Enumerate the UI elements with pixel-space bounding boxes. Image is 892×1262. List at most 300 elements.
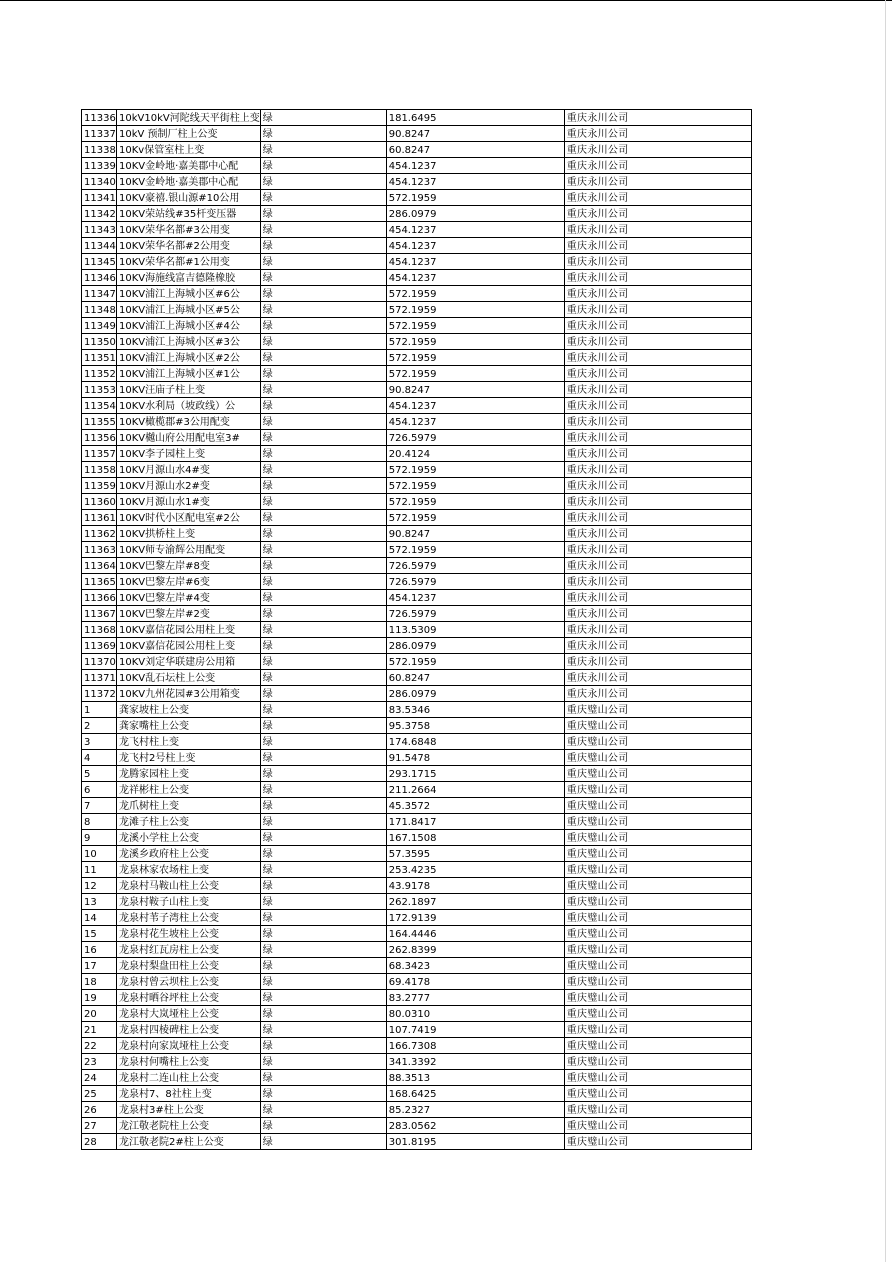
transformer-name-cell[interactable]: 龙江敬老院柱上公变	[117, 1118, 261, 1134]
row-id-cell[interactable]: 12	[82, 878, 117, 894]
company-cell[interactable]: 重庆永川公司	[564, 366, 751, 382]
rating-cell[interactable]: 绿	[260, 574, 386, 590]
company-cell[interactable]: 重庆璧山公司	[564, 1086, 751, 1102]
value-cell[interactable]: 83.2777	[386, 990, 564, 1006]
value-cell[interactable]: 113.5309	[386, 622, 564, 638]
value-cell[interactable]: 572.1959	[386, 510, 564, 526]
company-cell[interactable]: 重庆永川公司	[564, 158, 751, 174]
rating-cell[interactable]: 绿	[260, 686, 386, 702]
company-cell[interactable]: 重庆永川公司	[564, 382, 751, 398]
rating-cell[interactable]: 绿	[260, 254, 386, 270]
rating-cell[interactable]: 绿	[260, 894, 386, 910]
transformer-name-cell[interactable]: 龙泉村曾云坝柱上公变	[117, 974, 261, 990]
rating-cell[interactable]: 绿	[260, 542, 386, 558]
transformer-name-cell[interactable]: 10KV巴黎左岸#8变	[117, 558, 261, 574]
transformer-name-cell[interactable]: 龙泉村向家岚垭柱上公变	[117, 1038, 261, 1054]
company-cell[interactable]: 重庆永川公司	[564, 446, 751, 462]
transformer-name-cell[interactable]: 10KV刘定华联建房公用箱	[117, 654, 261, 670]
row-id-cell[interactable]: 11370	[82, 654, 117, 670]
value-cell[interactable]: 293.1715	[386, 766, 564, 782]
rating-cell[interactable]: 绿	[260, 430, 386, 446]
row-id-cell[interactable]: 11337	[82, 126, 117, 142]
transformer-name-cell[interactable]: 龙泉村红瓦房柱上公变	[117, 942, 261, 958]
transformer-name-cell[interactable]: 10KV海施线富吉德隆橡胶	[117, 270, 261, 286]
company-cell[interactable]: 重庆永川公司	[564, 510, 751, 526]
value-cell[interactable]: 69.4178	[386, 974, 564, 990]
rating-cell[interactable]: 绿	[260, 590, 386, 606]
rating-cell[interactable]: 绿	[260, 558, 386, 574]
rating-cell[interactable]: 绿	[260, 766, 386, 782]
company-cell[interactable]: 重庆璧山公司	[564, 830, 751, 846]
row-id-cell[interactable]: 11357	[82, 446, 117, 462]
value-cell[interactable]: 211.2664	[386, 782, 564, 798]
row-id-cell[interactable]: 23	[82, 1054, 117, 1070]
value-cell[interactable]: 572.1959	[386, 302, 564, 318]
company-cell[interactable]: 重庆永川公司	[564, 670, 751, 686]
rating-cell[interactable]: 绿	[260, 798, 386, 814]
row-id-cell[interactable]: 11356	[82, 430, 117, 446]
transformer-name-cell[interactable]: 10KV月源山水1#变	[117, 494, 261, 510]
company-cell[interactable]: 重庆永川公司	[564, 622, 751, 638]
rating-cell[interactable]: 绿	[260, 190, 386, 206]
value-cell[interactable]: 107.7419	[386, 1022, 564, 1038]
company-cell[interactable]: 重庆永川公司	[564, 254, 751, 270]
transformer-name-cell[interactable]: 10KV拱桥柱上变	[117, 526, 261, 542]
rating-cell[interactable]: 绿	[260, 270, 386, 286]
value-cell[interactable]: 174.6848	[386, 734, 564, 750]
row-id-cell[interactable]: 11360	[82, 494, 117, 510]
rating-cell[interactable]: 绿	[260, 350, 386, 366]
row-id-cell[interactable]: 11345	[82, 254, 117, 270]
rating-cell[interactable]: 绿	[260, 382, 386, 398]
company-cell[interactable]: 重庆璧山公司	[564, 958, 751, 974]
row-id-cell[interactable]: 11341	[82, 190, 117, 206]
value-cell[interactable]: 88.3513	[386, 1070, 564, 1086]
row-id-cell[interactable]: 27	[82, 1118, 117, 1134]
rating-cell[interactable]: 绿	[260, 606, 386, 622]
transformer-name-cell[interactable]: 10KV豪禧.银山源#10公用	[117, 190, 261, 206]
transformer-name-cell[interactable]: 10KV九州花园#3公用箱变	[117, 686, 261, 702]
value-cell[interactable]: 90.8247	[386, 526, 564, 542]
transformer-name-cell[interactable]: 10Kv保管室柱上变	[117, 142, 261, 158]
company-cell[interactable]: 重庆璧山公司	[564, 1054, 751, 1070]
row-id-cell[interactable]: 11340	[82, 174, 117, 190]
transformer-name-cell[interactable]: 10KV月源山水2#变	[117, 478, 261, 494]
transformer-name-cell[interactable]: 10KV嘉信花园公用柱上变	[117, 622, 261, 638]
row-id-cell[interactable]: 1	[82, 702, 117, 718]
row-id-cell[interactable]: 11343	[82, 222, 117, 238]
rating-cell[interactable]: 绿	[260, 462, 386, 478]
rating-cell[interactable]: 绿	[260, 366, 386, 382]
company-cell[interactable]: 重庆永川公司	[564, 590, 751, 606]
value-cell[interactable]: 726.5979	[386, 558, 564, 574]
rating-cell[interactable]: 绿	[260, 1006, 386, 1022]
rating-cell[interactable]: 绿	[260, 734, 386, 750]
transformer-name-cell[interactable]: 龙泉林家农场柱上变	[117, 862, 261, 878]
rating-cell[interactable]: 绿	[260, 830, 386, 846]
company-cell[interactable]: 重庆永川公司	[564, 222, 751, 238]
company-cell[interactable]: 重庆璧山公司	[564, 798, 751, 814]
company-cell[interactable]: 重庆永川公司	[564, 142, 751, 158]
company-cell[interactable]: 重庆永川公司	[564, 494, 751, 510]
row-id-cell[interactable]: 9	[82, 830, 117, 846]
row-id-cell[interactable]: 11344	[82, 238, 117, 254]
value-cell[interactable]: 341.3392	[386, 1054, 564, 1070]
value-cell[interactable]: 572.1959	[386, 654, 564, 670]
transformer-name-cell[interactable]: 龙溪乡政府柱上公变	[117, 846, 261, 862]
transformer-name-cell[interactable]: 龙泉村7、8社柱上变	[117, 1086, 261, 1102]
rating-cell[interactable]: 绿	[260, 334, 386, 350]
row-id-cell[interactable]: 19	[82, 990, 117, 1006]
rating-cell[interactable]: 绿	[260, 414, 386, 430]
company-cell[interactable]: 重庆永川公司	[564, 558, 751, 574]
transformer-name-cell[interactable]: 龙泉村晒谷坪柱上公变	[117, 990, 261, 1006]
value-cell[interactable]: 167.1508	[386, 830, 564, 846]
row-id-cell[interactable]: 11353	[82, 382, 117, 398]
value-cell[interactable]: 572.1959	[386, 350, 564, 366]
rating-cell[interactable]: 绿	[260, 238, 386, 254]
value-cell[interactable]: 253.4235	[386, 862, 564, 878]
value-cell[interactable]: 454.1237	[386, 398, 564, 414]
company-cell[interactable]: 重庆璧山公司	[564, 942, 751, 958]
value-cell[interactable]: 90.8247	[386, 126, 564, 142]
company-cell[interactable]: 重庆璧山公司	[564, 782, 751, 798]
row-id-cell[interactable]: 10	[82, 846, 117, 862]
company-cell[interactable]: 重庆永川公司	[564, 318, 751, 334]
company-cell[interactable]: 重庆璧山公司	[564, 734, 751, 750]
rating-cell[interactable]: 绿	[260, 670, 386, 686]
company-cell[interactable]: 重庆永川公司	[564, 126, 751, 142]
transformer-name-cell[interactable]: 龙爪树柱上变	[117, 798, 261, 814]
rating-cell[interactable]: 绿	[260, 974, 386, 990]
rating-cell[interactable]: 绿	[260, 1054, 386, 1070]
transformer-name-cell[interactable]: 10KV李子园柱上变	[117, 446, 261, 462]
row-id-cell[interactable]: 11352	[82, 366, 117, 382]
row-id-cell[interactable]: 11339	[82, 158, 117, 174]
value-cell[interactable]: 68.3423	[386, 958, 564, 974]
transformer-name-cell[interactable]: 10KV巴黎左岸#6变	[117, 574, 261, 590]
row-id-cell[interactable]: 11342	[82, 206, 117, 222]
row-id-cell[interactable]: 3	[82, 734, 117, 750]
transformer-name-cell[interactable]: 10KV时代小区配电室#2公	[117, 510, 261, 526]
row-id-cell[interactable]: 11355	[82, 414, 117, 430]
company-cell[interactable]: 重庆永川公司	[564, 542, 751, 558]
value-cell[interactable]: 95.3758	[386, 718, 564, 734]
company-cell[interactable]: 重庆永川公司	[564, 190, 751, 206]
rating-cell[interactable]: 绿	[260, 158, 386, 174]
row-id-cell[interactable]: 11350	[82, 334, 117, 350]
company-cell[interactable]: 重庆璧山公司	[564, 766, 751, 782]
value-cell[interactable]: 454.1237	[386, 174, 564, 190]
rating-cell[interactable]: 绿	[260, 494, 386, 510]
rating-cell[interactable]: 绿	[260, 638, 386, 654]
value-cell[interactable]: 454.1237	[386, 590, 564, 606]
row-id-cell[interactable]: 11369	[82, 638, 117, 654]
row-id-cell[interactable]: 11349	[82, 318, 117, 334]
company-cell[interactable]: 重庆永川公司	[564, 302, 751, 318]
row-id-cell[interactable]: 5	[82, 766, 117, 782]
rating-cell[interactable]: 绿	[260, 446, 386, 462]
value-cell[interactable]: 20.4124	[386, 446, 564, 462]
company-cell[interactable]: 重庆璧山公司	[564, 878, 751, 894]
company-cell[interactable]: 重庆璧山公司	[564, 750, 751, 766]
value-cell[interactable]: 572.1959	[386, 318, 564, 334]
value-cell[interactable]: 454.1237	[386, 254, 564, 270]
row-id-cell[interactable]: 11364	[82, 558, 117, 574]
value-cell[interactable]: 262.8399	[386, 942, 564, 958]
value-cell[interactable]: 726.5979	[386, 574, 564, 590]
value-cell[interactable]: 572.1959	[386, 542, 564, 558]
rating-cell[interactable]: 绿	[260, 1102, 386, 1118]
transformer-name-cell[interactable]: 龙泉村四棱碑柱上公变	[117, 1022, 261, 1038]
value-cell[interactable]: 45.3572	[386, 798, 564, 814]
transformer-name-cell[interactable]: 龙飞村2号柱上变	[117, 750, 261, 766]
row-id-cell[interactable]: 15	[82, 926, 117, 942]
transformer-name-cell[interactable]: 龙飞村柱上变	[117, 734, 261, 750]
value-cell[interactable]: 172.9139	[386, 910, 564, 926]
row-id-cell[interactable]: 11367	[82, 606, 117, 622]
row-id-cell[interactable]: 16	[82, 942, 117, 958]
value-cell[interactable]: 91.5478	[386, 750, 564, 766]
company-cell[interactable]: 重庆璧山公司	[564, 910, 751, 926]
row-id-cell[interactable]: 11346	[82, 270, 117, 286]
company-cell[interactable]: 重庆璧山公司	[564, 990, 751, 1006]
rating-cell[interactable]: 绿	[260, 510, 386, 526]
company-cell[interactable]: 重庆璧山公司	[564, 1102, 751, 1118]
rating-cell[interactable]: 绿	[260, 846, 386, 862]
transformer-name-cell[interactable]: 龚家坡柱上公变	[117, 702, 261, 718]
transformer-name-cell[interactable]: 10KV汪庙子柱上变	[117, 382, 261, 398]
rating-cell[interactable]: 绿	[260, 142, 386, 158]
rating-cell[interactable]: 绿	[260, 398, 386, 414]
transformer-name-cell[interactable]: 龙泉村马鞍山柱上公变	[117, 878, 261, 894]
company-cell[interactable]: 重庆璧山公司	[564, 1022, 751, 1038]
company-cell[interactable]: 重庆永川公司	[564, 414, 751, 430]
rating-cell[interactable]: 绿	[260, 878, 386, 894]
transformer-name-cell[interactable]: 龙泉村3#柱上公变	[117, 1102, 261, 1118]
transformer-name-cell[interactable]: 10KV浦江上海城小区#1公	[117, 366, 261, 382]
company-cell[interactable]: 重庆永川公司	[564, 350, 751, 366]
company-cell[interactable]: 重庆璧山公司	[564, 702, 751, 718]
transformer-name-cell[interactable]: 10KV荣华名都#1公用变	[117, 254, 261, 270]
transformer-name-cell[interactable]: 龙泉村二连山柱上公变	[117, 1070, 261, 1086]
rating-cell[interactable]: 绿	[260, 718, 386, 734]
rating-cell[interactable]: 绿	[260, 862, 386, 878]
rating-cell[interactable]: 绿	[260, 302, 386, 318]
value-cell[interactable]: 286.0979	[386, 686, 564, 702]
transformer-name-cell[interactable]: 10KV浦江上海城小区#5公	[117, 302, 261, 318]
row-id-cell[interactable]: 28	[82, 1134, 117, 1150]
transformer-name-cell[interactable]: 10KV金岭地·嘉美郡中心配	[117, 158, 261, 174]
transformer-name-cell[interactable]: 龙泉村何嘴柱上公变	[117, 1054, 261, 1070]
transformer-name-cell[interactable]: 10KV乱石坛柱上公变	[117, 670, 261, 686]
rating-cell[interactable]: 绿	[260, 1118, 386, 1134]
company-cell[interactable]: 重庆璧山公司	[564, 926, 751, 942]
transformer-name-cell[interactable]: 10KV巴黎左岸#2变	[117, 606, 261, 622]
transformer-name-cell[interactable]: 龙泉村鞍子山柱上变	[117, 894, 261, 910]
company-cell[interactable]: 重庆璧山公司	[564, 1134, 751, 1150]
value-cell[interactable]: 301.8195	[386, 1134, 564, 1150]
company-cell[interactable]: 重庆璧山公司	[564, 1118, 751, 1134]
transformer-name-cell[interactable]: 10KV嘉信花园公用柱上变	[117, 638, 261, 654]
rating-cell[interactable]: 绿	[260, 926, 386, 942]
company-cell[interactable]: 重庆永川公司	[564, 238, 751, 254]
row-id-cell[interactable]: 22	[82, 1038, 117, 1054]
row-id-cell[interactable]: 2	[82, 718, 117, 734]
value-cell[interactable]: 286.0979	[386, 638, 564, 654]
value-cell[interactable]: 572.1959	[386, 494, 564, 510]
row-id-cell[interactable]: 11368	[82, 622, 117, 638]
rating-cell[interactable]: 绿	[260, 286, 386, 302]
value-cell[interactable]: 283.0562	[386, 1118, 564, 1134]
row-id-cell[interactable]: 18	[82, 974, 117, 990]
company-cell[interactable]: 重庆璧山公司	[564, 718, 751, 734]
value-cell[interactable]: 454.1237	[386, 158, 564, 174]
value-cell[interactable]: 454.1237	[386, 238, 564, 254]
company-cell[interactable]: 重庆璧山公司	[564, 1070, 751, 1086]
transformer-name-cell[interactable]: 10KV月源山水4#变	[117, 462, 261, 478]
row-id-cell[interactable]: 11358	[82, 462, 117, 478]
transformer-name-cell[interactable]: 10KV荣华名都#2公用变	[117, 238, 261, 254]
company-cell[interactable]: 重庆永川公司	[564, 286, 751, 302]
company-cell[interactable]: 重庆永川公司	[564, 526, 751, 542]
value-cell[interactable]: 454.1237	[386, 222, 564, 238]
value-cell[interactable]: 572.1959	[386, 462, 564, 478]
row-id-cell[interactable]: 11366	[82, 590, 117, 606]
row-id-cell[interactable]: 17	[82, 958, 117, 974]
company-cell[interactable]: 重庆永川公司	[564, 686, 751, 702]
rating-cell[interactable]: 绿	[260, 910, 386, 926]
company-cell[interactable]: 重庆璧山公司	[564, 1006, 751, 1022]
row-id-cell[interactable]: 11363	[82, 542, 117, 558]
transformer-name-cell[interactable]: 10KV水利局（坡政线）公	[117, 398, 261, 414]
rating-cell[interactable]: 绿	[260, 526, 386, 542]
value-cell[interactable]: 454.1237	[386, 270, 564, 286]
row-id-cell[interactable]: 25	[82, 1086, 117, 1102]
company-cell[interactable]: 重庆永川公司	[564, 174, 751, 190]
rating-cell[interactable]: 绿	[260, 126, 386, 142]
transformer-name-cell[interactable]: 龙泉村苇子湾柱上公变	[117, 910, 261, 926]
transformer-name-cell[interactable]: 龙滩子柱上公变	[117, 814, 261, 830]
transformer-name-cell[interactable]: 10KV浦江上海城小区#2公	[117, 350, 261, 366]
value-cell[interactable]: 286.0979	[386, 206, 564, 222]
company-cell[interactable]: 重庆璧山公司	[564, 862, 751, 878]
row-id-cell[interactable]: 11347	[82, 286, 117, 302]
transformer-name-cell[interactable]: 龚家嘴柱上公变	[117, 718, 261, 734]
row-id-cell[interactable]: 11371	[82, 670, 117, 686]
row-id-cell[interactable]: 11348	[82, 302, 117, 318]
rating-cell[interactable]: 绿	[260, 110, 386, 126]
rating-cell[interactable]: 绿	[260, 206, 386, 222]
rating-cell[interactable]: 绿	[260, 318, 386, 334]
value-cell[interactable]: 572.1959	[386, 366, 564, 382]
transformer-name-cell[interactable]: 龙祥彬柱上公变	[117, 782, 261, 798]
value-cell[interactable]: 164.4446	[386, 926, 564, 942]
value-cell[interactable]: 90.8247	[386, 382, 564, 398]
transformer-name-cell[interactable]: 龙江敬老院2#柱上公变	[117, 1134, 261, 1150]
value-cell[interactable]: 572.1959	[386, 334, 564, 350]
row-id-cell[interactable]: 11359	[82, 478, 117, 494]
value-cell[interactable]: 57.3595	[386, 846, 564, 862]
transformer-name-cell[interactable]: 10KV金岭地·嘉美郡中心配	[117, 174, 261, 190]
row-id-cell[interactable]: 21	[82, 1022, 117, 1038]
row-id-cell[interactable]: 11362	[82, 526, 117, 542]
rating-cell[interactable]: 绿	[260, 1038, 386, 1054]
rating-cell[interactable]: 绿	[260, 1022, 386, 1038]
transformer-name-cell[interactable]: 10KV浦江上海城小区#4公	[117, 318, 261, 334]
rating-cell[interactable]: 绿	[260, 942, 386, 958]
company-cell[interactable]: 重庆永川公司	[564, 398, 751, 414]
row-id-cell[interactable]: 11354	[82, 398, 117, 414]
transformer-name-cell[interactable]: 龙泉村花生坡柱上公变	[117, 926, 261, 942]
row-id-cell[interactable]: 11336	[82, 110, 117, 126]
row-id-cell[interactable]: 11361	[82, 510, 117, 526]
row-id-cell[interactable]: 11338	[82, 142, 117, 158]
value-cell[interactable]: 181.6495	[386, 110, 564, 126]
company-cell[interactable]: 重庆璧山公司	[564, 974, 751, 990]
row-id-cell[interactable]: 11351	[82, 350, 117, 366]
rating-cell[interactable]: 绿	[260, 654, 386, 670]
value-cell[interactable]: 83.5346	[386, 702, 564, 718]
transformer-name-cell[interactable]: 10KV荣华名都#3公用变	[117, 222, 261, 238]
company-cell[interactable]: 重庆永川公司	[564, 110, 751, 126]
transformer-name-cell[interactable]: 10KV巴黎左岸#4变	[117, 590, 261, 606]
row-id-cell[interactable]: 26	[82, 1102, 117, 1118]
company-cell[interactable]: 重庆璧山公司	[564, 846, 751, 862]
transformer-name-cell[interactable]: 龙腾家园柱上变	[117, 766, 261, 782]
row-id-cell[interactable]: 8	[82, 814, 117, 830]
transformer-name-cell[interactable]: 龙溪小学柱上公变	[117, 830, 261, 846]
transformer-name-cell[interactable]: 龙泉村大岚垭柱上公变	[117, 1006, 261, 1022]
rating-cell[interactable]: 绿	[260, 478, 386, 494]
rating-cell[interactable]: 绿	[260, 222, 386, 238]
transformer-name-cell[interactable]: 10kV 预制厂柱上公变	[117, 126, 261, 142]
transformer-name-cell[interactable]: 10KV浦江上海城小区#6公	[117, 286, 261, 302]
rating-cell[interactable]: 绿	[260, 1134, 386, 1150]
company-cell[interactable]: 重庆永川公司	[564, 270, 751, 286]
value-cell[interactable]: 454.1237	[386, 414, 564, 430]
rating-cell[interactable]: 绿	[260, 702, 386, 718]
transformer-name-cell[interactable]: 10KV橄榄郡#3公用配变	[117, 414, 261, 430]
row-id-cell[interactable]: 11372	[82, 686, 117, 702]
rating-cell[interactable]: 绿	[260, 1070, 386, 1086]
company-cell[interactable]: 重庆永川公司	[564, 638, 751, 654]
row-id-cell[interactable]: 13	[82, 894, 117, 910]
company-cell[interactable]: 重庆永川公司	[564, 430, 751, 446]
transformer-name-cell[interactable]: 10kV10kV河陀线天平街柱上变	[117, 110, 261, 126]
rating-cell[interactable]: 绿	[260, 990, 386, 1006]
company-cell[interactable]: 重庆永川公司	[564, 462, 751, 478]
value-cell[interactable]: 171.8417	[386, 814, 564, 830]
transformer-name-cell[interactable]: 10KV师专渝辉公用配变	[117, 542, 261, 558]
value-cell[interactable]: 85.2327	[386, 1102, 564, 1118]
rating-cell[interactable]: 绿	[260, 750, 386, 766]
value-cell[interactable]: 726.5979	[386, 430, 564, 446]
row-id-cell[interactable]: 20	[82, 1006, 117, 1022]
company-cell[interactable]: 重庆永川公司	[564, 654, 751, 670]
value-cell[interactable]: 572.1959	[386, 286, 564, 302]
rating-cell[interactable]: 绿	[260, 814, 386, 830]
row-id-cell[interactable]: 7	[82, 798, 117, 814]
transformer-name-cell[interactable]: 10KV荣站线#35杆变压器	[117, 206, 261, 222]
rating-cell[interactable]: 绿	[260, 1086, 386, 1102]
company-cell[interactable]: 重庆永川公司	[564, 334, 751, 350]
row-id-cell[interactable]: 14	[82, 910, 117, 926]
transformer-name-cell[interactable]: 10KV浦江上海城小区#3公	[117, 334, 261, 350]
value-cell[interactable]: 43.9178	[386, 878, 564, 894]
value-cell[interactable]: 166.7308	[386, 1038, 564, 1054]
value-cell[interactable]: 60.8247	[386, 670, 564, 686]
